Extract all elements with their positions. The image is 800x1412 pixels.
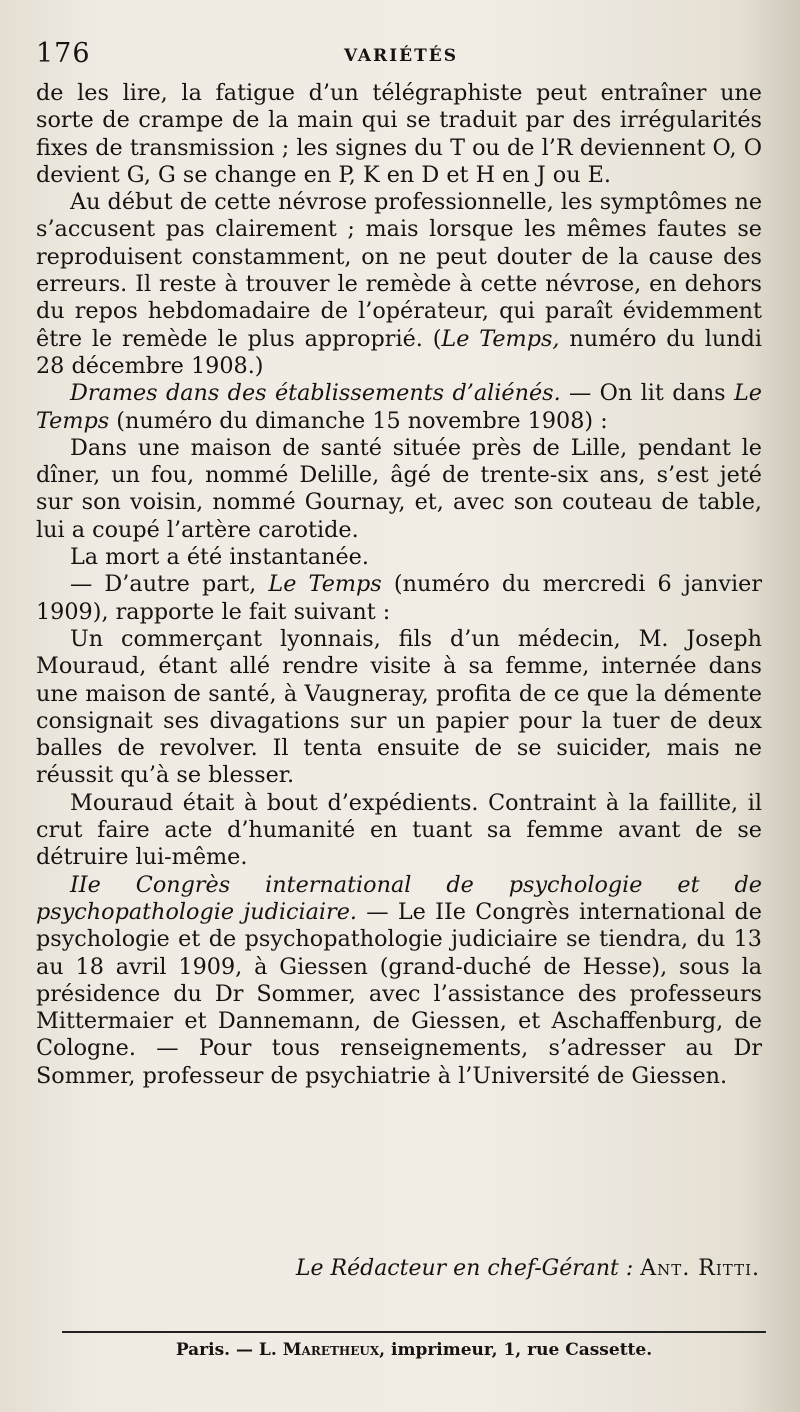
paragraph-text: — D’autre part, [70,571,269,598]
paragraph-faillite: Mouraud était à bout d’expédients. Contraint à la faillite, il crut faire acte d’humanité en tuant sa femme avant de se détruire lui-même. [36,789,762,871]
editor-signature [36,1256,760,1281]
paragraph-autre-part [36,571,762,626]
page-number: 176 [36,38,91,69]
paragraph-text: (numéro du mercredi 6 janvier 1909), rapporte le fait suivant : [36,571,762,625]
page-header [36,38,766,72]
imprint-address: , imprimeur, 1, rue Cassette. [379,1340,653,1360]
imprint-printer: Maretheux [282,1340,380,1360]
paragraph-lille: Dans une maison de santé située près de Lille, pendant le dîner, un fou, nommé Delille, âgé de trente-six ans, s’est jeté sur son voisin, nommé Gournay, et, avec son couteau de table, lui a coupé l’artère carotide. [36,434,762,543]
paragraph-telegraph-continuation: de les lire, la fatigue d’un télégraphiste peut entraîner une sorte de crampe de la main qui se traduit par des irrégularités fixes de transmission ; les signes du T ou de l’R deviennent O, O devient G, G se change en P, K en D et H en J ou E. [36,80,762,188]
paragraph-text: numéro du lundi 28 décembre 1908.) [36,325,762,379]
body-text [36,80,762,1090]
newspaper-title: Le Temps [268,571,382,598]
newspaper-title: Le Temps [36,380,762,434]
section-title: IIe Congrès international de psychologie et de psychopathologie judiciaire. [36,871,762,925]
section-title: Drames dans des établissements d’aliénés. [70,380,561,407]
paragraph-mouraud: Un commerçant lyonnais, fils d’un médecin, M. Joseph Mouraud, étant allé rendre visite à sa femme, internée dans une maison de santé, à Vaugneray, profita de ce que la démente consignait ses divagations sur un papier pour la tuer de deux balles de revolver. Il tenta ensuite de se suicider, mais ne réussit qu’à se blesser. [36,625,762,789]
paragraph-text: (numéro du dimanche 15 novembre 1908) : [109,407,608,434]
paragraph-text: Au début de cette névrose professionnelle, les symptômes ne s’accusent pas clairement ; mais lorsque les mêmes fautes se reproduisent constamment, on ne peut douter de la cause des erreurs. Il reste à trouver le remède à cette névrose, en dehors du repos hebdomadaire de l’opérateur, qui paraît évidemment être le remède le plus approprié. ( [36,189,763,352]
paragraph-text: — On lit dans [560,380,734,407]
imprint-city: Paris. — L. [175,1340,277,1360]
paragraph-text: — Le IIe Congrès international de psychologie et de psychopathologie judiciaire se tiendra, du 13 au 18 avril 1909, à Giessen (grand-duché de Hesse), sous la présidence du Dr Sommer, avec l’assistance des professeurs Mittermaier et Dannemann, de Giessen, et Aschaffenburg, de Cologne. — Pour tous renseignements, s’adresser au Dr Sommer, professeur de psychiatrie à l’Université de Giessen. [36,898,762,1089]
signature-role: Le Rédacteur en chef-Gérant : [295,1256,634,1281]
signature-name: Ant. Ritti. [640,1256,760,1281]
footer-rule [62,1331,766,1333]
newspaper-title: Le Temps, [441,325,560,352]
paragraph-drames-heading [36,380,762,435]
paragraph-mort: La mort a été instantanée. [70,544,369,571]
paragraph-neurose [36,189,762,380]
running-head: VARIÉTÉS [344,46,458,66]
printer-imprint [62,1340,766,1360]
paragraph-congres [36,872,762,1090]
